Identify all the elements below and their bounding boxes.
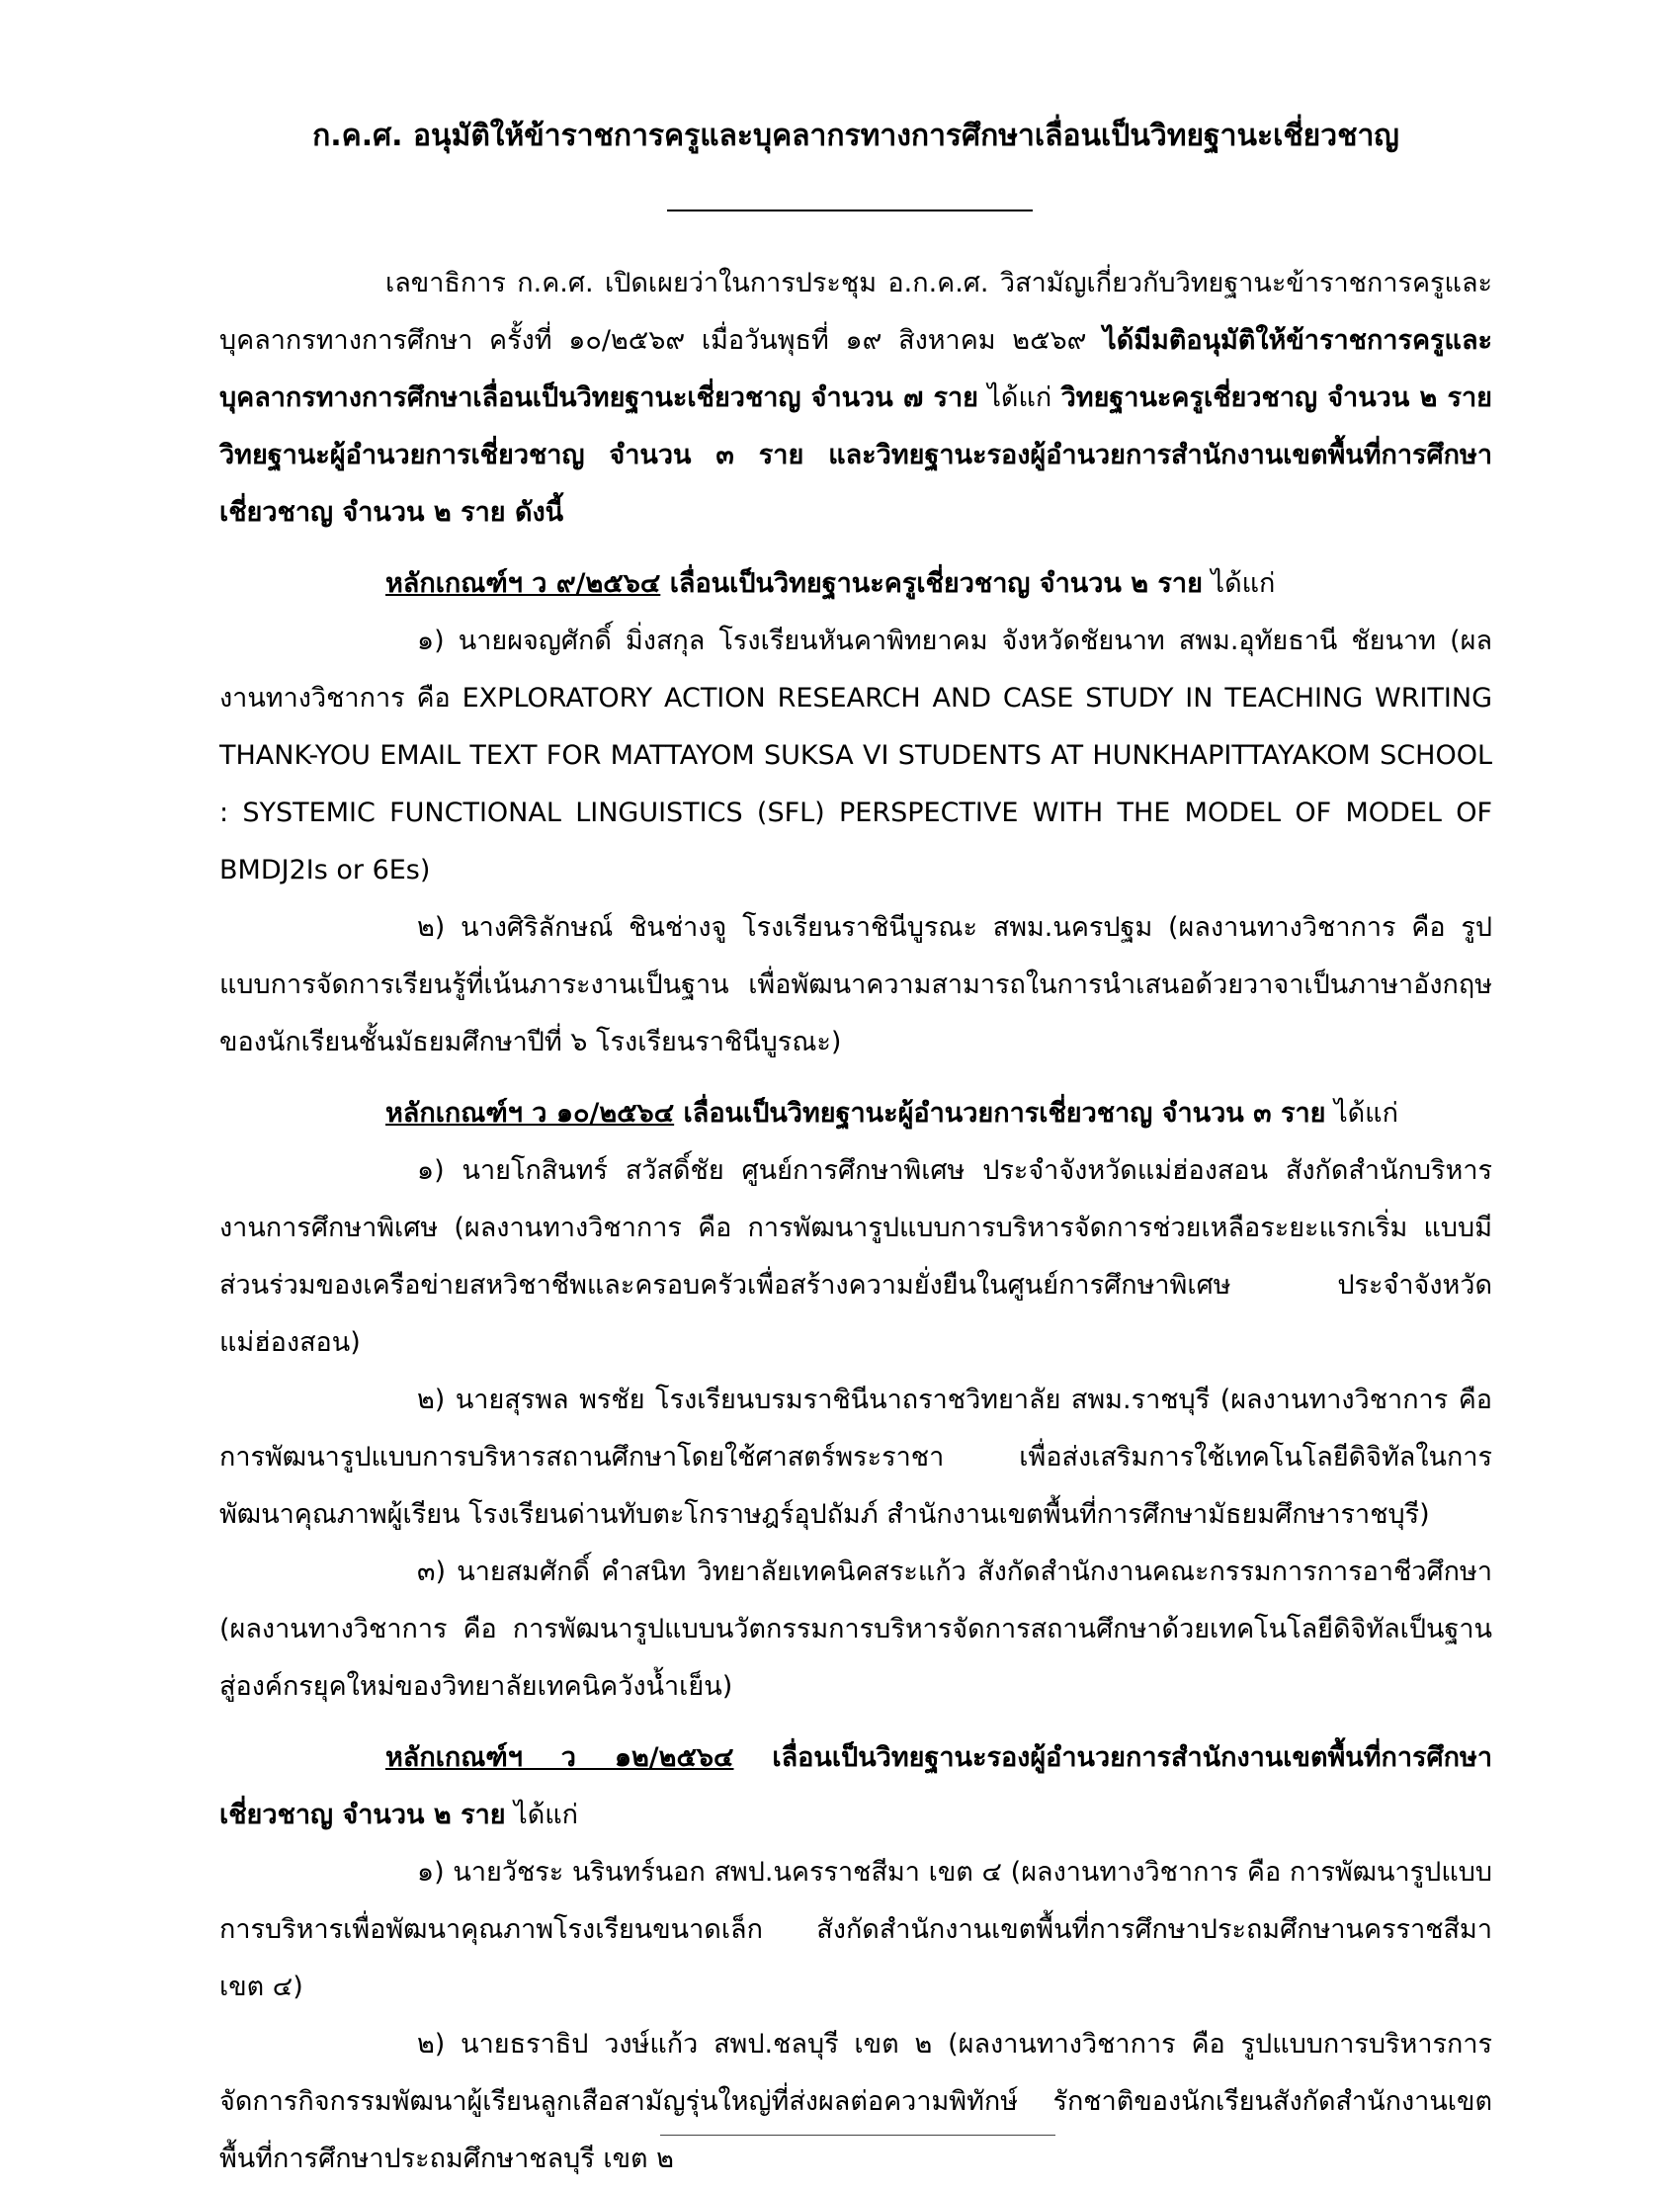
- section-heading: [219, 555, 1492, 613]
- list-item: ๑) นายโกสินทร์ สวัสดิ์ชัย ศูนย์การศึกษาพิเศษ ประจำจังหวัดแม่ฮ่องสอน สังกัดสำนักบริหารงานการศึกษาพิเศษ (ผลงานทางวิชาการ คือ การพัฒนารูปแบบการบริหารจัดการช่วยเหลือระยะแรกเริ่ม แบบมีส่วนร่วมของเครือข่ายสหวิชาชีพและครอบครัวเพื่อสร้างความยั่งยืนในศูนย์การศึกษาพิเศษ ประจำจังหวัดแม่ฮ่องสอน): [219, 1155, 1492, 1358]
- section-title: เลื่อนเป็นวิทยฐานะรองผู้อำนวยการสำนักงานเขตพื้นที่การศึกษาเชี่ยวชาญ จำนวน ๒ ราย: [219, 1742, 1492, 1830]
- intro-resolution: ได้มีมติอนุมัติให้ข้าราชการครูและบุคลากรทางการศึกษาเลื่อนเป็นวิทยฐานะเชี่ยวชาญ จำนวน ๗ ราย: [219, 325, 1492, 413]
- section-heading: [219, 1729, 1492, 1844]
- list-item: ๒) นายธราธิป วงษ์แก้ว สพป.ชลบุรี เขต ๒ (ผลงานทางวิชาการ คือ รูปแบบการบริหารการจัดการกิจกรรมพัฒนาผู้เรียนลูกเสือสามัญรุ่นใหญ่ที่ส่งผลต่อความพิทักษ์ รักชาติของนักเรียนสังกัดสำนักงานเขตพื้นที่การศึกษาประถมศึกษาชลบุรี เขต ๒: [219, 2029, 1492, 2174]
- list-item: ๒) นายสุรพล พรชัย โรงเรียนบรมราชินีนาถราชวิทยาลัย สพม.ราชบุรี (ผลงานทางวิชาการ คือ การพัฒนารูปแบบการบริหารสถานศึกษาโดยใช้ศาสตร์พระราชา เพื่อส่งเสริมการใช้เทคโนโลยีดิจิทัลในการพัฒนาคุณภาพผู้เรียน โรงเรียนด่านทับตะโกราษฎร์อุปถัมภ์ สำนักงานเขตพื้นที่การศึกษามัธยมศึกษาราชบุรี): [219, 1385, 1492, 1530]
- footer-divider: [660, 2135, 1055, 2136]
- intro-text: เลขาธิการ ก.ค.ศ. เปิดเผยว่าในการประชุม อ.ก.ค.ศ. วิสามัญเกี่ยวกับวิทยฐานะข้าราชการครูและบุคลากรทางการศึกษา ครั้งที่ ๑๐/๒๕๖๙ เมื่อวันพุธที่ ๑๙ สิงหาคม ๒๕๖๙: [219, 268, 1492, 356]
- list-item: ๑) นายวัชระ นรินทร์นอก สพป.นครราชสีมา เขต ๔ (ผลงานทางวิชาการ คือ การพัฒนารูปแบบการบริหารเพื่อพัฒนาคุณภาพโรงเรียนขนาดเล็ก สังกัดสำนักงานเขตพื้นที่การศึกษาประถมศึกษานครราชสีมา เขต ๔): [219, 1857, 1492, 2002]
- section-title: เลื่อนเป็นวิทยฐานะผู้อำนวยการเชี่ยวชาญ จำนวน ๓ ราย: [674, 1098, 1326, 1129]
- criteria-label: หลักเกณฑ์ฯ ว ๑๒/๒๕๖๔: [385, 1742, 734, 1773]
- document-body: [219, 255, 1492, 2188]
- section-suffix: ได้แก่: [505, 1800, 579, 1830]
- criteria-label: หลักเกณฑ์ฯ ว ๑๐/๒๕๖๔: [385, 1098, 675, 1129]
- intro-connector: ได้แก่: [977, 382, 1061, 413]
- section-suffix: ได้แก่: [1202, 568, 1276, 599]
- section-title: เลื่อนเป็นวิทยฐานะครูเชี่ยวชาญ จำนวน ๒ ราย: [660, 568, 1203, 599]
- title-divider: [667, 210, 1033, 211]
- criteria-label: หลักเกณฑ์ฯ ว ๙/๒๕๖๔: [385, 568, 661, 599]
- list-item: ๓) นายสมศักดิ์ คำสนิท วิทยาลัยเทคนิคสระแก้ว สังกัดสำนักงานคณะกรรมการการอาชีวศึกษา (ผลงานทางวิชาการ คือ การพัฒนารูปแบบนวัตกรรมการบริหารจัดการสถานศึกษาด้วยเทคโนโลยีดิจิทัลเป็นฐานสู่องค์กรยุคใหม่ของวิทยาลัยเทคนิควังน้ำเย็น): [219, 1557, 1492, 1702]
- intro-paragraph: [219, 255, 1492, 542]
- section-heading: [219, 1085, 1492, 1142]
- list-item: ๑) นายผจญศักดิ์ มิ่งสกุล โรงเรียนหันคาพิทยาคม จังหวัดชัยนาท สพม.อุทัยธานี ชัยนาท (ผลงานทางวิชาการ คือ EXPLORATORY ACTION RESEARCH AND CASE STUDY IN TEACHING WRITING THANK-YOU EMAIL TEXT FOR MATTAYOM SUKSA VI STUDENTS AT HUNKHAPITTAYAKOM SCHOOL : SYSTEMIC FUNCTIONAL LINGUISTICS (SFL) PERSPECTIVE WITH THE MODEL OF MODEL OF BMDJ2Is or 6Es): [219, 626, 1492, 885]
- list-item: ๒) นางศิริลักษณ์ ชินช่างจู โรงเรียนราชินีบูรณะ สพม.นครปฐม (ผลงานทางวิชาการ คือ รูปแบบการจัดการเรียนรู้ที่เน้นภาระงานเป็นฐาน เพื่อพัฒนาความสามารถในการนำเสนอด้วยวาจาเป็นภาษาอังกฤษ ของนักเรียนชั้นมัธยมศึกษาปีที่ ๖ โรงเรียนราชินีบูรณะ): [219, 912, 1492, 1057]
- page-title: ก.ค.ศ. อนุมัติให้ข้าราชการครูและบุคลากรทางการศึกษาเลื่อนเป็นวิทยฐานะเชี่ยวชาญ: [312, 119, 1399, 153]
- section-suffix: ได้แก่: [1325, 1098, 1398, 1129]
- intro-summary: วิทยฐานะครูเชี่ยวชาญ จำนวน ๒ ราย วิทยฐานะผู้อำนวยการเชี่ยวชาญ จำนวน ๓ ราย และวิทยฐานะรองผู้อำนวยการสำนักงานเขตพื้นที่การศึกษาเชี่ยวชาญ จำนวน ๒ ราย ดังนี้: [219, 382, 1492, 528]
